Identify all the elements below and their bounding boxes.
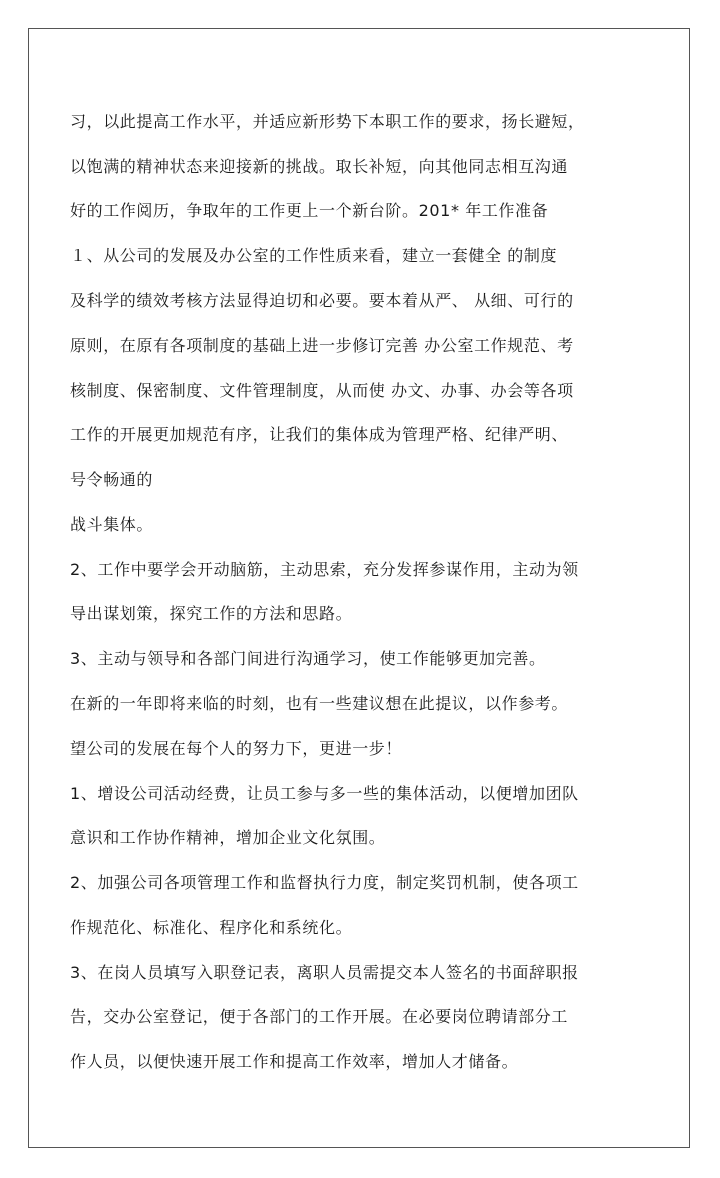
text-line-3: 好的工作阅历，争取年的工作更上一个新台阶。201* 年工作准备 <box>70 201 549 220</box>
text-line-7: 核制度、保密制度、文件管理制度，从而使 办文、办事、办会等各项 <box>70 381 574 400</box>
text-line-15: 望公司的发展在每个人的努力下，更进一步！ <box>70 739 403 758</box>
text-line-13: 3、主动与领导和各部门间进行沟通学习，使工作能够更加完善。 <box>70 649 546 668</box>
text-line-5: 及科学的绩效考核方法显得迫切和必要。要本着从严、 从细、可行的 <box>70 291 574 310</box>
text-line-1: 习，以此提高工作水平，并适应新形势下本职工作的要求，扬长避短， <box>70 112 585 131</box>
text-line-8: 工作的开展更加规范有序，让我们的集体成为管理严格、纪律严明、 <box>70 425 569 444</box>
text-line-2: 以饱满的精神状态来迎接新的挑战。取长补短，向其他同志相互沟通 <box>70 157 569 176</box>
text-line-19: 作规范化、标准化、程序化和系统化。 <box>70 918 353 937</box>
text-line-12: 导出谋划策，探究工作的方法和思路。 <box>70 604 353 623</box>
text-line-14: 在新的一年即将来临的时刻，也有一些建议想在此提议，以作参考。 <box>70 694 569 713</box>
text-line-4: １、从公司的发展及办公室的工作性质来看，建立一套健全 的制度 <box>70 246 558 265</box>
text-line-6: 原则，在原有各项制度的基础上进一步修订完善 办公室工作规范、考 <box>70 336 574 355</box>
text-line-11: 2、工作中要学会开动脑筋，主动思索，充分发挥参谋作用，主动为领 <box>70 560 579 579</box>
text-line-9: 号令畅通的 <box>70 470 154 489</box>
text-line-20: 3、在岗人员填写入职登记表，离职人员需提交本人签名的书面辞职报 <box>70 963 579 982</box>
text-line-10: 战斗集体。 <box>70 515 154 534</box>
text-line-17: 意识和工作协作精神，增加企业文化氛围。 <box>70 828 386 847</box>
text-line-22: 作人员，以便快速开展工作和提高工作效率，增加人才储备。 <box>70 1052 519 1071</box>
text-line-16: 1、增设公司活动经费，让员工参与多一些的集体活动，以便增加团队 <box>70 784 579 803</box>
text-line-18: 2、加强公司各项管理工作和监督执行力度，制定奖罚机制，使各项工 <box>70 873 579 892</box>
text-line-21: 告，交办公室登记，便于各部门的工作开展。在必要岗位聘请部分工 <box>70 1007 569 1026</box>
